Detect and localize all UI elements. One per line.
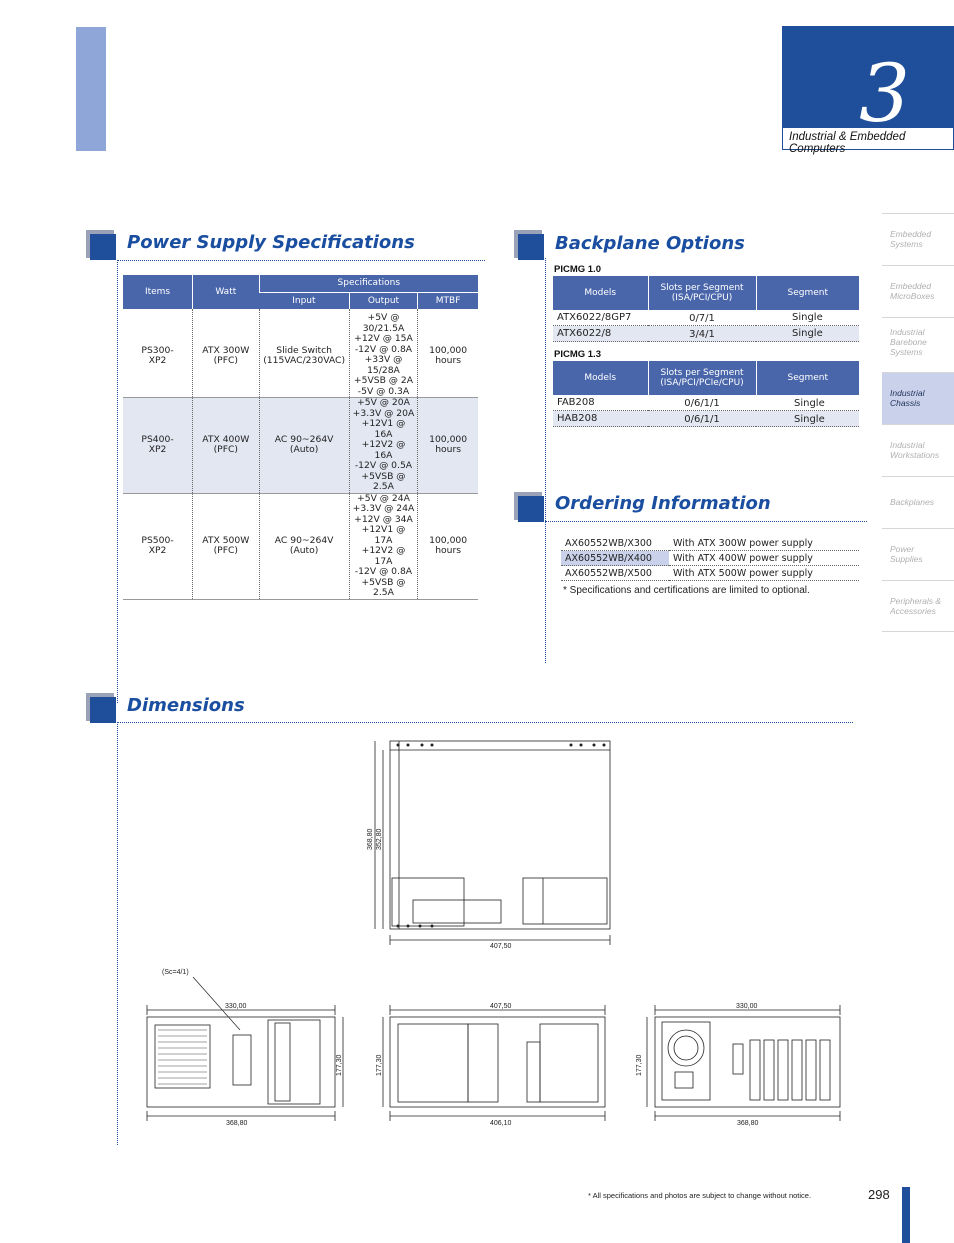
- dim-front-height: 177,30: [336, 1054, 343, 1076]
- side-view-drawing: [383, 1005, 605, 1121]
- chapter-number: 3: [859, 47, 910, 140]
- table-row: HAB208 0/6/1/1 Single: [553, 411, 859, 427]
- dim-top-height-inner: 352,80: [376, 828, 383, 850]
- picmg13-label: PICMG 1.3: [554, 349, 601, 360]
- ordering-note: * Specifications and certifications are limited to optional.: [563, 585, 810, 596]
- table-row: PS500- XP2 ATX 500W (PFC) AC 90~264V (Auto) +5V @ 24A +3.3V @ 24A +12V @ 34A +12V1 @ 17A +12V2 @ 17A -12V @ 0.8A +5VSB @ 2.5A 100,000 hours: [123, 493, 478, 599]
- dim-scale-label: (Sc=4/1): [162, 969, 189, 976]
- rear-view-drawing: [647, 1005, 840, 1121]
- header-segment: Segment: [756, 276, 859, 310]
- table-row: PS400- XP2 ATX 400W (PFC) AC 90~264V (Auto) +5V @ 20A +3.3V @ 20A +12V1 @ 16A +12V2 @ 16A -12V @ 0.5A +5VSB @ 2.5A 100,000 hours: [123, 398, 478, 494]
- dim-side-height: 177,30: [376, 1054, 383, 1076]
- dim-side-width-bottom: 406,10: [490, 1120, 512, 1127]
- dim-front-width-bottom: 368,80: [226, 1120, 248, 1127]
- page-number: 298: [868, 1187, 890, 1202]
- table-row: AX60552WB/X300 With ATX 300W power supply: [561, 536, 859, 551]
- table-row: AX60552WB/X500 With ATX 500W power supply: [561, 566, 859, 581]
- dim-front-width-top: 330,00: [225, 1003, 247, 1010]
- footer-note: * All specifications and photos are subject to change without notice.: [588, 1191, 812, 1200]
- dimensions-title: Dimensions: [127, 695, 245, 716]
- header-mtbf: MTBF: [418, 292, 478, 309]
- side-nav-item-power-supplies[interactable]: Power Supplies: [882, 528, 954, 580]
- dim-top-width: 407,50: [490, 943, 512, 950]
- backplane-title: Backplane Options: [555, 233, 745, 254]
- dim-top-height-outer: 368,80: [367, 828, 374, 850]
- power-supply-title: Power Supply Specifications: [127, 232, 415, 253]
- header-input: Input: [259, 292, 349, 309]
- chapter-subtitle: Industrial & Embedded Computers: [782, 127, 954, 150]
- dim-rear-width-top: 330,00: [736, 1003, 758, 1010]
- dim-side-width-top: 407,50: [490, 1003, 512, 1010]
- header-models: Models: [553, 361, 648, 395]
- table-row: ATX6022/8GP7 0/7/1 Single: [553, 310, 859, 326]
- header-output: Output: [349, 292, 418, 309]
- side-nav-item-peripherals[interactable]: Peripherals & Accessories: [882, 580, 954, 632]
- header-watt: Watt: [193, 275, 259, 309]
- dim-rear-width-bottom: 368,80: [737, 1120, 759, 1127]
- page-edge-bar: [902, 1187, 910, 1243]
- table-row: FAB208 0/6/1/1 Single: [553, 395, 859, 411]
- picmg10-label: PICMG 1.0: [554, 264, 601, 275]
- header-items: Items: [123, 275, 193, 309]
- header-slots: Slots per Segment (ISA/PCI/PCIe/CPU): [648, 361, 756, 395]
- table-row: AX60552WB/X400 With ATX 400W power supply: [561, 551, 859, 566]
- dim-rear-height: 177,30: [636, 1054, 643, 1076]
- table-row: PS300- XP2 ATX 300W (PFC) Slide Switch (115VAC/230VAC) +5V @ 30/21.5A +12V @ 15A -12V @ 0.8A +33V @ 15/28A +5VSB @ 2A -5V @ 0.3A 100,000 hours: [123, 309, 478, 398]
- front-view-drawing: [147, 1005, 343, 1121]
- side-nav-item-industrial-chassis[interactable]: Industrial Chassis: [882, 372, 954, 424]
- front-vent: [158, 1030, 207, 1084]
- top-view-drawing: [375, 741, 610, 945]
- side-nav-item-embedded-microboxes[interactable]: Embedded MicroBoxes: [882, 265, 954, 317]
- side-nav-item-backplanes[interactable]: Backplanes: [882, 476, 954, 528]
- header-segment: Segment: [756, 361, 859, 395]
- side-nav-item-embedded-systems[interactable]: Embedded Systems: [882, 213, 954, 265]
- header-specifications: Specifications: [259, 275, 478, 292]
- side-nav-item-industrial-workstations[interactable]: Industrial Workstations: [882, 424, 954, 476]
- header-slots: Slots per Segment (ISA/PCI/CPU): [648, 276, 756, 310]
- header-models: Models: [553, 276, 648, 310]
- table-row: ATX6022/8 3/4/1 Single: [553, 326, 859, 342]
- ordering-title: Ordering Information: [555, 493, 771, 514]
- side-nav-item-industrial-barebone[interactable]: Industrial Barebone Systems: [882, 317, 954, 372]
